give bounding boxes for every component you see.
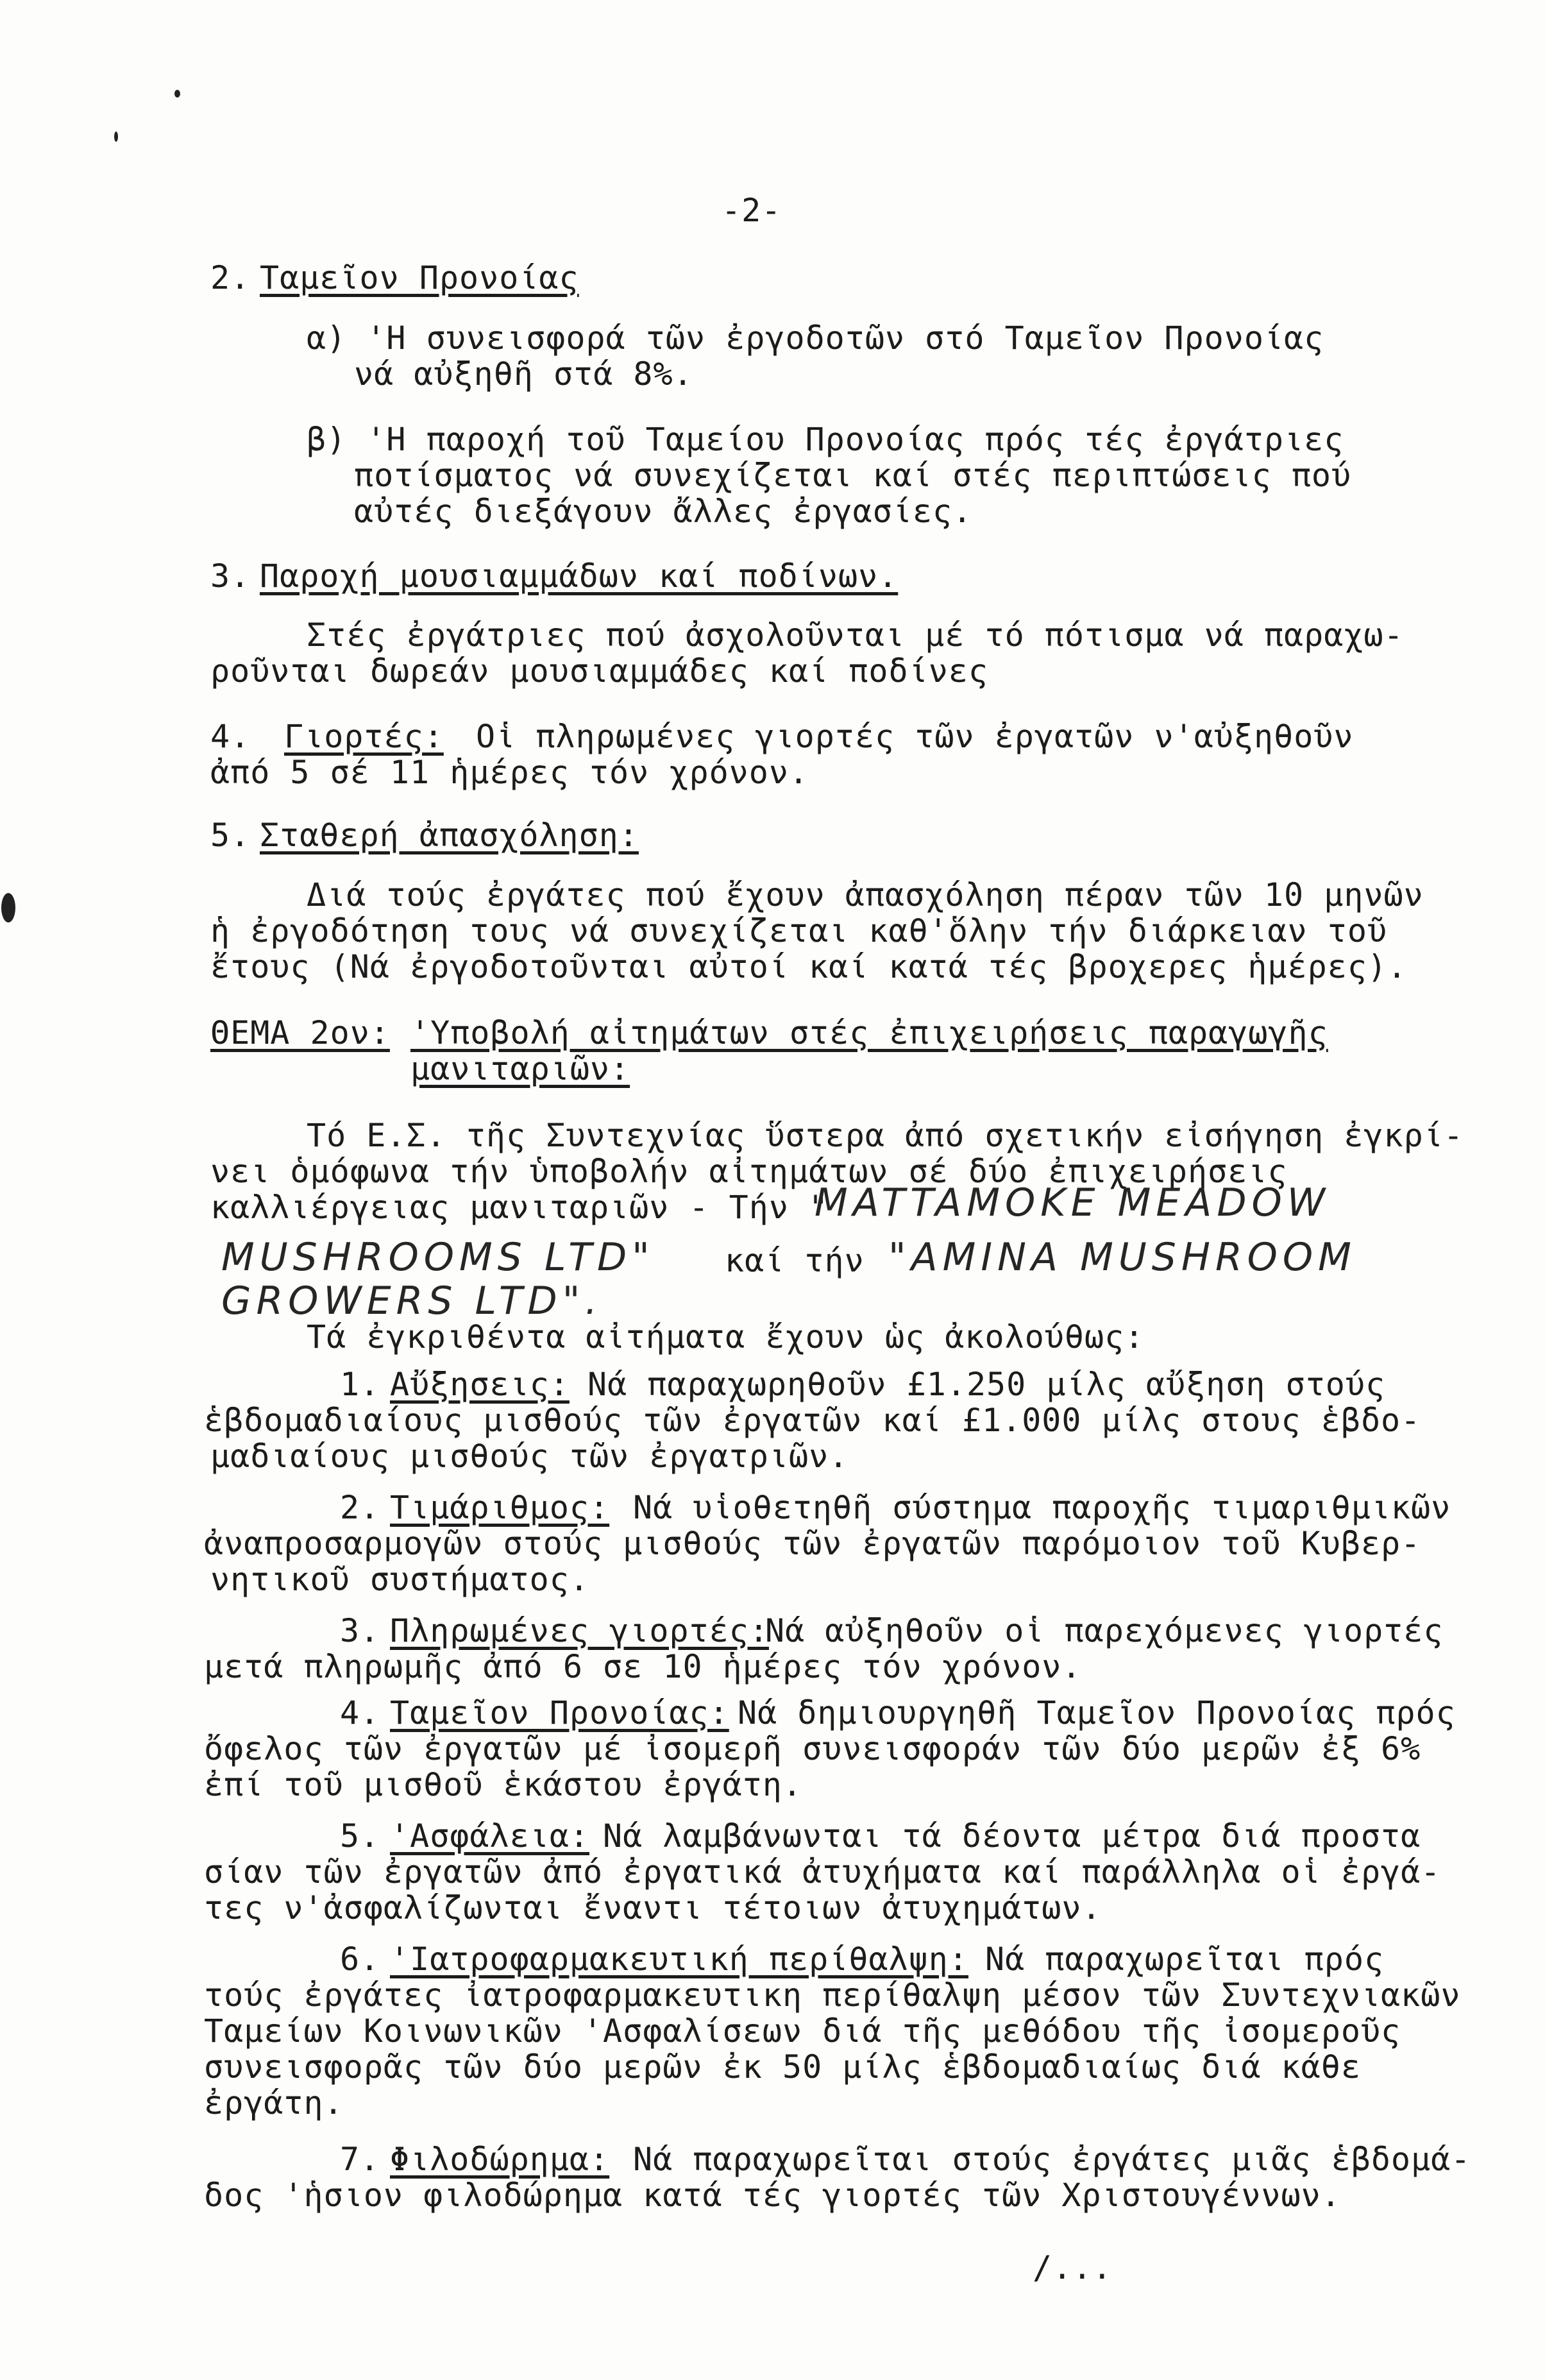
scan-speck	[174, 90, 180, 98]
item-number: 3.	[340, 1612, 380, 1649]
text-line: νει ὁμόφωνα τήν ὑποβολήν αἰτημάτων σέ δύο ἐπιχειρήσεις	[210, 1153, 1288, 1190]
scan-speck	[114, 132, 118, 142]
text-line: Νά παραχωρεῖται πρός	[985, 1941, 1385, 1978]
item-number: 7.	[340, 2141, 380, 2178]
text-line: Οἱ πληρωμένες γιορτές τῶν ἐργατῶν ν'αὐξηθοῦν	[476, 718, 1354, 755]
text-line: σίαν τῶν ἐργατῶν ἀπό ἐργατικά ἀτυχήματα καί παράλληλα οἱ ἐργά-	[204, 1853, 1441, 1891]
text-line: συνεισφορᾶς τῶν δύο μερῶν ἐκ 50 μίλς ἑβδομαδιαίως διά κάθε	[204, 2048, 1361, 2086]
item-title: Τιμάριθμος:	[390, 1489, 610, 1526]
handwritten-company-name: MATTAMOKE MEADOW	[815, 1180, 1331, 1225]
text-line: Νά αὐξηθοῦν οἱ παρεχόμενες γιορτές	[765, 1612, 1444, 1649]
text-line: ροῦνται δωρεάν μουσιαμμάδες καί ποδίνες	[210, 652, 988, 690]
text-line: καί τήν	[725, 1242, 865, 1279]
thema-label: ΘΕΜΑ 2ον:	[210, 1014, 390, 1051]
text-line: νά αὐξηθῆ στά 8%.	[354, 355, 693, 393]
text-line: καλλιέργειας μανιταριῶν - Τήν "	[210, 1189, 829, 1226]
item-title: Αὔξησεις:	[390, 1366, 570, 1403]
text-line: ἀναπροσαρμογῶν στούς μισθούς τῶν ἐργατῶν παρόμοιον τοῦ Κυβερ-	[204, 1525, 1421, 1562]
text-line: ἔτους (Νά ἐργοδοτοῦνται αὐτοί καί κατά τές βροχερες ἡμέρες).	[210, 948, 1408, 985]
thema-title: μανιταριῶν:	[410, 1050, 630, 1087]
text-line: δος 'ἡσιον φιλοδώρημα κατά τές γιορτές τῶν Χριστουγέννων.	[204, 2177, 1341, 2214]
section-number: 5.	[210, 817, 251, 854]
text-line: α) 'Η συνεισφορά τῶν ἐργοδοτῶν στό Ταμεῖον Προνοίας	[307, 319, 1324, 357]
text-line: ἐπί τοῦ μισθοῦ ἑκάστου ἐργάτη.	[204, 1766, 803, 1803]
item-title: 'Ασφάλεια:	[390, 1817, 590, 1855]
text-line: αὐτές διεξάγουν ἄλλες ἐργασίες.	[354, 493, 973, 530]
text-line: ἑβδομαδιαίους μισθούς τῶν ἐργατῶν καί £1.000 μίλς στους ἑβδο-	[204, 1402, 1421, 1439]
text-line: Ταμείων Κοινωνικῶν 'Ασφαλίσεων διά τῆς μεθόδου τῆς ἰσομεροῦς	[204, 2012, 1401, 2050]
item-number: 1.	[340, 1366, 380, 1403]
text-line: νητικοῦ συστήματος.	[210, 1561, 589, 1598]
section-title: Γιορτές:	[284, 718, 444, 755]
text-line: Νά παραχωρεῖται στούς ἐργάτες μιᾶς ἑβδομά-	[633, 2141, 1471, 2178]
item-title: 'Ιατροφαρμακευτική περίθαλψη:	[390, 1941, 968, 1978]
handwritten-company-name: GROWERS LTD".	[221, 1279, 603, 1323]
text-line: Νά λαμβάνωνται τά δέοντα μέτρα διά προστα	[603, 1817, 1421, 1855]
text-line: μαδιαίους μισθούς τῶν ἐργατριῶν.	[210, 1438, 849, 1475]
text-line: τούς ἐργάτες ἰατροφαρμακευτικη περίθαλψη μέσον τῶν Συντεχνιακῶν	[204, 1976, 1461, 2014]
text-line: ἀπό 5 σέ 11 ἡμέρες τόν χρόνον.	[210, 754, 809, 791]
text-line: Διά τούς ἐργάτες πού ἔχουν ἀπασχόληση πέραν τῶν 10 μηνῶν	[307, 876, 1424, 914]
handwritten-company-name: "AMINA MUSHROOM	[888, 1235, 1356, 1280]
text-line: Νά υἱοθετηθῆ σύστημα παροχῆς τιμαριθμικῶν	[633, 1489, 1451, 1526]
section-number: 4.	[210, 718, 251, 755]
text-line: ἐργάτη.	[204, 2084, 344, 2121]
text-line: τες ν'ἀσφαλίζωνται ἔναντι τέτοιων ἀτυχημάτων.	[204, 1889, 1102, 1926]
item-title: Ταμεῖον Προνοίας:	[390, 1694, 729, 1731]
text-line: ἡ ἐργοδότηση τους νά συνεχίζεται καθ'ὅλην τήν διάρκειαν τοῦ	[210, 912, 1388, 949]
text-line: Στές ἐργάτριες πού ἀσχολοῦνται μέ τό πότισμα νά παραχω-	[307, 616, 1404, 654]
item-number: 2.	[340, 1489, 380, 1526]
continuation-mark: /...	[1033, 2249, 1113, 2286]
thema-title: 'Υποβολή αἰτημάτων στές ἐπιχειρήσεις παραγωγῆς	[410, 1014, 1328, 1051]
section-title: Σταθερή ἀπασχόληση:	[260, 817, 639, 854]
text-line: Τό Ε.Σ. τῆς Συντεχνίας ὕστερα ἀπό σχετικήν εἰσήγηση ἐγκρί-	[307, 1117, 1464, 1154]
text-line: Νά δημιουργηθῆ Ταμεῖον Προνοίας πρός	[738, 1694, 1456, 1731]
text-line: μετά πληρωμῆς ἀπό 6 σε 10 ἡμέρες τόν χρόνον.	[204, 1648, 1082, 1685]
handwritten-company-name: MUSHROOMS LTD"	[221, 1235, 655, 1280]
section-title: Παροχή μουσιαμμάδων καί ποδίνων.	[260, 557, 899, 595]
text-line: ὄφελος τῶν ἐργατῶν μέ ἰσομερῆ συνεισφοράν τῶν δύο μερῶν ἐξ 6%	[204, 1730, 1421, 1767]
item-title: Πληρωμένες γιορτές:	[390, 1612, 769, 1649]
text-line: Τά ἐγκριθέντα αἰτήματα ἔχουν ὡς ἀκολούθως:	[307, 1318, 1145, 1356]
scan-speck	[1, 893, 15, 922]
text-line: β) 'Η παροχή τοῦ Ταμείου Προνοίας πρός τές ἐργάτριες	[307, 421, 1344, 458]
item-number: 6.	[340, 1941, 380, 1978]
section-title: Ταμεῖον Προνοίας	[260, 259, 579, 296]
item-title: Φιλοδώρημα:	[390, 2141, 610, 2178]
section-number: 3.	[210, 557, 251, 595]
item-number: 5.	[340, 1817, 380, 1855]
page-number: -2-	[722, 192, 782, 229]
item-number: 4.	[340, 1694, 380, 1731]
section-number: 2.	[210, 259, 251, 296]
text-line: Νά παραχωρηθοῦν £1.250 μίλς αὔξηση στούς	[587, 1366, 1386, 1403]
text-line: ποτίσματος νά συνεχίζεται καί στές περιπτώσεις πού	[354, 457, 1352, 494]
